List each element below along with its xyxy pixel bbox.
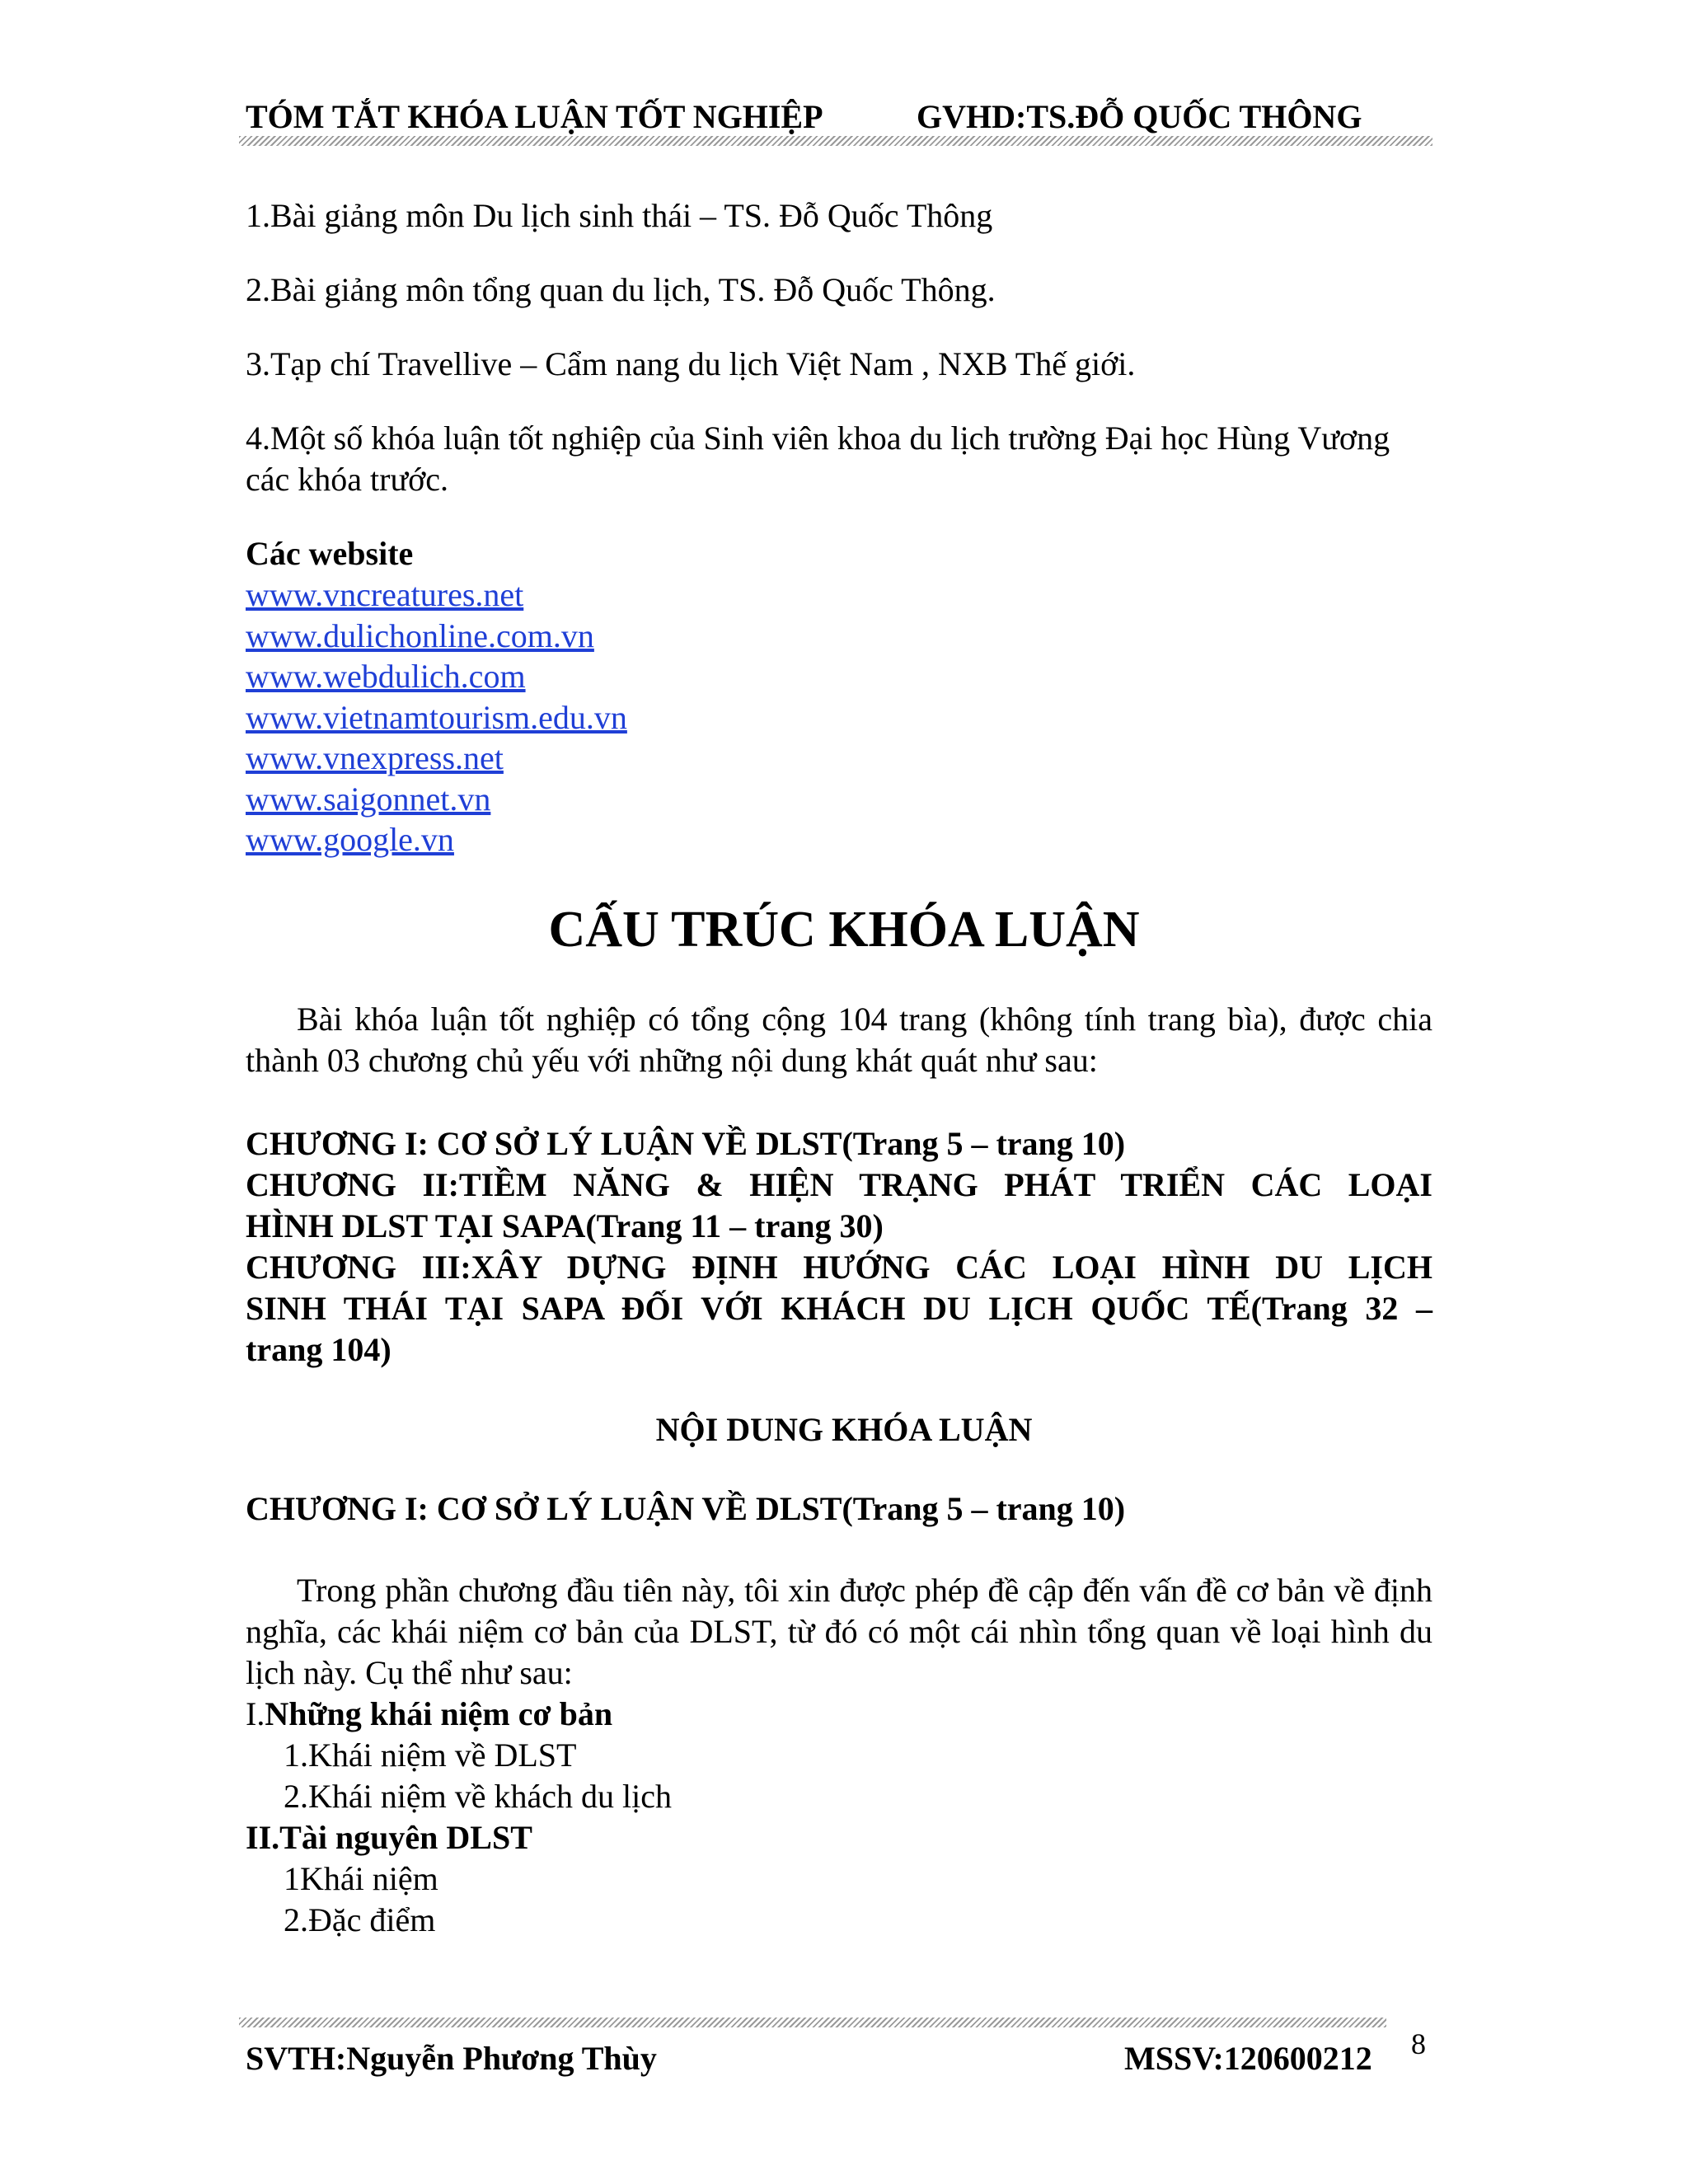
reference-3: 3.Tạp chí Travellive – Cẩm nang du lịch Việt Nam , NXB Thế giới. (246, 345, 1136, 382)
chapter-3-line-2: SINH THÁI TẠI SAPA ĐỐI VỚI KHÁCH DU LỊCH QUỐC TẾ(Trang 32 – (246, 1290, 1432, 1327)
section-2-item-2: 2.Đặc điểm (284, 1901, 436, 1938)
website-link-3[interactable]: www.webdulich.com (246, 658, 526, 695)
header-right: GVHD:TS.ĐỖ QUỐC THÔNG (917, 98, 1362, 135)
section-2-item-1: 1Khái niệm (284, 1860, 438, 1897)
chapter-outline (246, 1694, 672, 1941)
content-title: NỘI DUNG KHÓA LUẬN (655, 1411, 1033, 1448)
reference-4: 4.Một số khóa luận tốt nghiệp của Sinh viên khoa du lịch trường Đại học Hùng Vương các khóa trước. (246, 419, 1390, 498)
website-link-1[interactable]: www.vncreatures.net (246, 576, 524, 613)
section-1-number: I. (246, 1695, 265, 1732)
structure-intro: Bài khóa luận tốt nghiệp có tổng cộng 104 trang (không tính trang bìa), được chia thành 03 chương chủ yếu với những nội dung khát quát như sau: (246, 1001, 1432, 1079)
chapter-1-intro: Trong phần chương đầu tiên này, tôi xin được phép đề cập đến vấn đề cơ bản về định nghĩa, các khái niệm cơ bản của DLST, từ đó có một cái nhìn tổng quan về loại hình du lịch này. Cụ thể như sau: (246, 1572, 1432, 1691)
section-1-item-1: 1.Khái niệm về DLST (284, 1736, 577, 1774)
chapter-1-heading: CHƯƠNG I: CƠ SỞ LÝ LUẬN VỀ DLST(Trang 5 – trang 10) (246, 1490, 1126, 1527)
reference-1: 1.Bài giảng môn Du lịch sinh thái – TS. Đỗ Quốc Thông (246, 197, 993, 234)
reference-2: 2.Bài giảng môn tổng quan du lịch, TS. Đỗ Quốc Thông. (246, 271, 996, 308)
structure-title: CẤU TRÚC KHÓA LUẬN (548, 902, 1140, 958)
chapter-3-line-1: CHƯƠNG III:XÂY DỰNG ĐỊNH HƯỚNG CÁC LOẠI HÌNH DU LỊCH (246, 1249, 1432, 1286)
chapter-3-line-3: trang 104) (246, 1331, 392, 1368)
page-number: 8 (1411, 2027, 1426, 2060)
website-link-5[interactable]: www.vnexpress.net (246, 739, 504, 776)
section-1-item-2: 2.Khái niệm về khách du lịch (284, 1778, 672, 1815)
chapter-2-line-1: CHƯƠNG II:TIỀM NĂNG & HIỆN TRẠNG PHÁT TRIỂN CÁC LOẠI (246, 1166, 1432, 1203)
website-link-7[interactable]: www.google.vn (246, 821, 454, 858)
footer-rule (239, 2018, 1386, 2027)
chapter-1-line: CHƯƠNG I: CƠ SỞ LÝ LUẬN VỀ DLST(Trang 5 – trang 10) (246, 1125, 1126, 1162)
websites-heading: Các website (246, 535, 414, 572)
footer-right: MSSV:120600212 (1124, 2040, 1372, 2077)
website-link-2[interactable]: www.dulichonline.com.vn (246, 616, 594, 654)
website-link-6[interactable]: www.saigonnet.vn (246, 780, 491, 818)
website-list (246, 574, 627, 860)
footer-left: SVTH:Nguyễn Phương Thùy (246, 2040, 657, 2077)
website-link-4[interactable]: www.vietnamtourism.edu.vn (246, 698, 627, 736)
section-1-heading (246, 1694, 672, 1735)
chapter-list (246, 1123, 1432, 1371)
header-rule (239, 136, 1432, 146)
chapter-2-line-2: HÌNH DLST TẠI SAPA(Trang 11 – trang 30) (246, 1207, 884, 1244)
section-2-heading (246, 1817, 672, 1858)
section-2-title: II.Tài nguyên DLST (246, 1819, 532, 1856)
header-left: TÓM TẮT KHÓA LUẬN TỐT NGHIỆP (246, 98, 823, 135)
section-1-title: Những khái niệm cơ bản (265, 1695, 613, 1732)
